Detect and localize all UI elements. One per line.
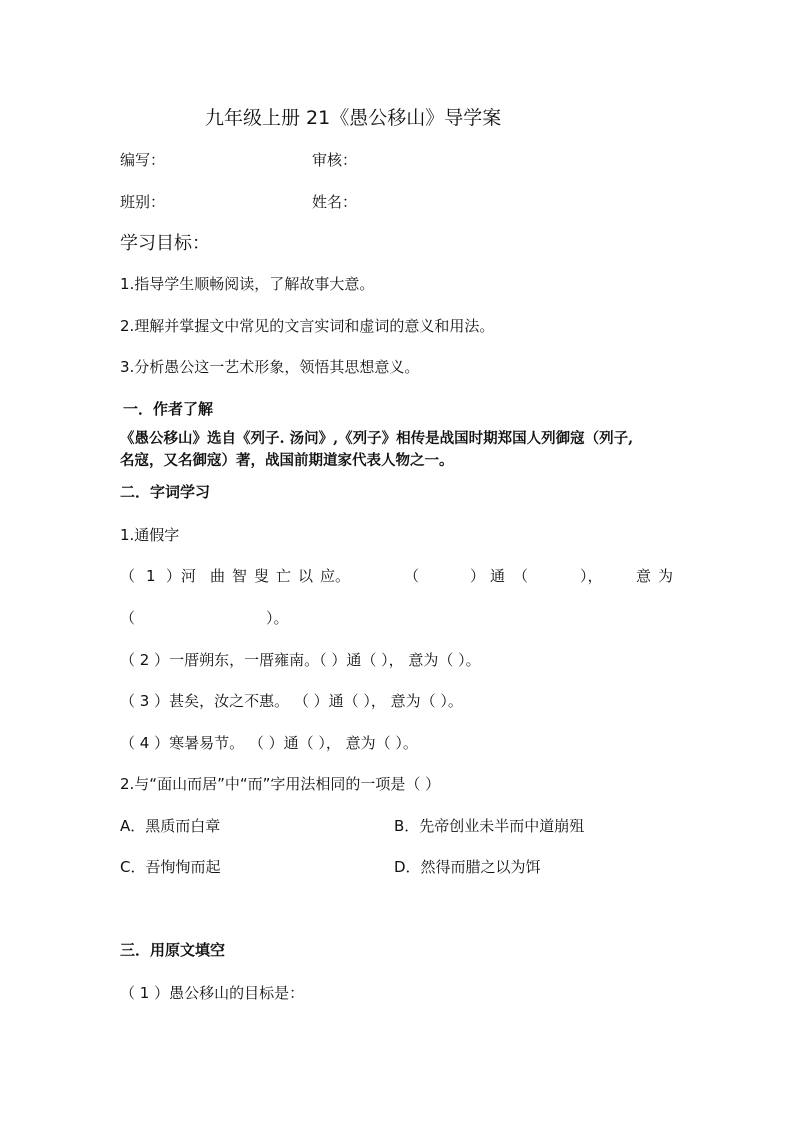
item1-cont-close: ）。 — [266, 609, 289, 627]
editor-label: 编写： — [120, 151, 166, 169]
tongjiazi-item-3: （ 3 ）甚矣，汝之不惠。 （ ）通（ ）， 意为（ ）。 — [120, 692, 463, 710]
class-label: 班别： — [120, 193, 166, 211]
item1-part: ）， — [580, 567, 603, 585]
tongjiazi-item-4: （ 4 ）寒暑易节。 （ ）通（ ）， 意为（ ）。 — [120, 734, 418, 752]
reviewer-label: 审核： — [312, 151, 358, 169]
item1-cont-open: （ — [120, 609, 136, 627]
option-a: A．黑质而白章 — [120, 817, 221, 835]
option-b: B．先帝创业未半而中道崩殂 — [394, 817, 585, 835]
author-intro-line: 《愚公移山》选自《列子. 汤问》,《列子》相传是战国时期郑国人列御寇（列子, — [120, 430, 634, 447]
question-2: 2.与“面山而居”中“而”字用法相同的一项是（ ） — [120, 775, 441, 793]
objective-item: 1.指导学生顺畅阅读，了解故事大意。 — [120, 275, 375, 293]
objectives-heading: 学习目标： — [120, 233, 210, 254]
objective-item: 3.分析愚公这一艺术形象，领悟其思想意义。 — [120, 358, 420, 376]
fill-item-1: （ 1 ）愚公移山的目标是： — [120, 984, 305, 1002]
tongjiazi-item-2: （ 2 ）一厝朔东，一厝雍南。（ ）通（ ）， 意为（ ）。 — [120, 651, 481, 669]
item1-part: 为 — [658, 567, 674, 585]
section3-heading: 三．用原文填空 — [120, 941, 226, 959]
section2-heading: 二．字词学习 — [120, 483, 211, 501]
item1-part: 曲 — [210, 567, 226, 585]
section1-heading: 一．作者了解 — [123, 400, 214, 418]
item1-part: ） — [470, 567, 486, 585]
item1-part: （ — [404, 567, 420, 585]
tongjiazi-label: 1.通假字 — [120, 526, 180, 544]
author-intro-line: 名寇，又名御寇）著，战国前期道家代表人物之一。 — [120, 452, 454, 469]
name-label: 姓名： — [312, 193, 358, 211]
item1-part: 意 — [636, 567, 652, 585]
item1-part: （ — [513, 567, 529, 585]
item1-part: 亡 — [276, 567, 292, 585]
item1-part: 智 — [232, 567, 248, 585]
option-d: D．然得而腊之以为饵 — [394, 858, 541, 876]
item1-part: 通 — [490, 567, 506, 585]
item1-part: 1 — [146, 567, 156, 585]
item1-part: 应。 — [320, 567, 351, 585]
item1-part: （ — [120, 567, 136, 585]
item1-part: 叟 — [254, 567, 270, 585]
option-c: C．吾恂恂而起 — [120, 858, 221, 876]
page-title: 九年级上册 21《愚公移山》导学案 — [205, 107, 502, 129]
item1-part: ）河 — [166, 567, 197, 585]
objective-item: 2.理解并掌握文中常见的文言实词和虚词的意义和用法。 — [120, 317, 495, 335]
item1-part: 以 — [298, 567, 314, 585]
